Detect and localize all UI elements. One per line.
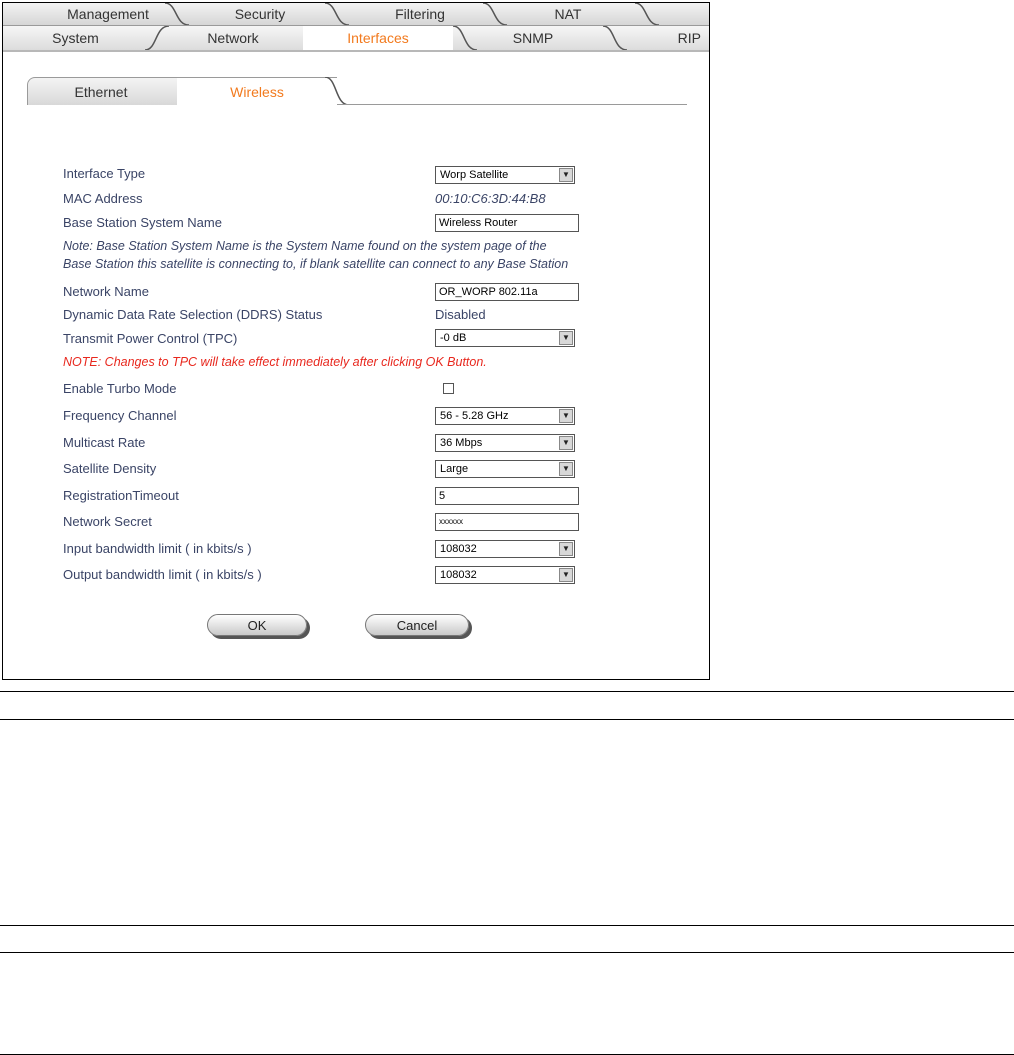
screenshot-frame bbox=[2, 2, 710, 680]
document-divider bbox=[0, 691, 1014, 692]
multicast-rate-label: Multicast Rate bbox=[63, 435, 146, 450]
tab-separator-icon bbox=[601, 26, 629, 50]
document-divider bbox=[0, 925, 1014, 926]
mac-address-value: 00:10:C6:3D:44:B8 bbox=[435, 191, 546, 206]
tab-label: Ethernet bbox=[74, 83, 128, 100]
select-value: 36 Mbps bbox=[440, 437, 483, 449]
chevron-down-icon[interactable]: ▼ bbox=[559, 462, 573, 476]
tab-wireless[interactable] bbox=[177, 77, 337, 105]
chevron-down-icon[interactable]: ▼ bbox=[559, 409, 573, 423]
note-line: Note: Base Station System Name is the System Name found on the system page of the bbox=[63, 239, 547, 253]
base-station-name-label: Base Station System Name bbox=[63, 215, 222, 230]
tab-label: Interfaces bbox=[347, 30, 409, 46]
tab-management[interactable] bbox=[33, 3, 183, 25]
output-bandwidth-select[interactable] bbox=[435, 566, 575, 584]
base-station-name-input[interactable]: Wireless Router bbox=[435, 214, 579, 232]
second-tab-bar bbox=[3, 26, 709, 52]
tpc-select[interactable] bbox=[435, 329, 575, 347]
turbo-mode-label: Enable Turbo Mode bbox=[63, 381, 177, 396]
registration-timeout-input[interactable]: 5 bbox=[435, 487, 579, 505]
input-bandwidth-label: Input bandwidth limit ( in kbits/s ) bbox=[63, 541, 252, 556]
tab-interfaces[interactable] bbox=[303, 26, 453, 50]
tab-separator-icon bbox=[633, 3, 661, 25]
select-value: Large bbox=[440, 463, 469, 475]
tpc-warning: NOTE: Changes to TPC will take effect immediately after clicking OK Button. bbox=[63, 355, 487, 369]
interface-type-select[interactable] bbox=[435, 166, 575, 184]
mac-address-label: MAC Address bbox=[63, 191, 143, 206]
tab-label: Security bbox=[234, 6, 286, 22]
output-bandwidth-label: Output bandwidth limit ( in kbits/s ) bbox=[63, 567, 262, 582]
select-value: -0 dB bbox=[440, 332, 467, 344]
top-tab-bar bbox=[3, 3, 709, 26]
document-divider bbox=[0, 952, 1014, 953]
select-value: 108032 bbox=[440, 543, 477, 555]
tab-system[interactable] bbox=[3, 26, 148, 50]
tab-filtering[interactable] bbox=[345, 3, 495, 25]
satellite-density-label: Satellite Density bbox=[63, 461, 157, 476]
tab-security[interactable] bbox=[185, 3, 335, 25]
chevron-down-icon[interactable]: ▼ bbox=[559, 436, 573, 450]
tab-label: RIP bbox=[677, 30, 701, 46]
tab-label: Filtering bbox=[395, 6, 445, 22]
tab-snmp[interactable] bbox=[473, 26, 593, 50]
satellite-density-select[interactable] bbox=[435, 460, 575, 478]
frequency-channel-select[interactable] bbox=[435, 407, 575, 425]
network-name-input[interactable]: OR_WORP 802.11a bbox=[435, 283, 579, 301]
chevron-down-icon[interactable]: ▼ bbox=[559, 168, 573, 182]
network-secret-input[interactable]: xxxxxx bbox=[435, 513, 579, 531]
ddrs-status-label: Dynamic Data Rate Selection (DDRS) Status bbox=[63, 307, 323, 322]
tab-label: Network bbox=[207, 30, 259, 46]
select-value: Worp Satellite bbox=[440, 169, 509, 181]
chevron-down-icon[interactable]: ▼ bbox=[559, 542, 573, 556]
network-secret-label: Network Secret bbox=[63, 514, 152, 529]
registration-timeout-label: RegistrationTimeout bbox=[63, 488, 179, 503]
document-divider bbox=[0, 719, 1014, 720]
turbo-mode-checkbox[interactable] bbox=[443, 383, 454, 394]
tab-label: Management bbox=[67, 6, 149, 22]
note-line: Base Station this satellite is connecting to, if blank satellite can connect to any Base Station bbox=[63, 257, 569, 271]
tab-separator-icon bbox=[323, 77, 351, 105]
tpc-label: Transmit Power Control (TPC) bbox=[63, 331, 238, 346]
select-value: 56 - 5.28 GHz bbox=[440, 410, 509, 422]
multicast-rate-select[interactable] bbox=[435, 434, 575, 452]
chevron-down-icon[interactable]: ▼ bbox=[559, 568, 573, 582]
tab-underline bbox=[337, 104, 687, 105]
interface-type-label: Interface Type bbox=[63, 166, 146, 181]
tab-label: NAT bbox=[554, 6, 582, 22]
tab-rip[interactable] bbox=[633, 26, 709, 50]
frequency-channel-label: Frequency Channel bbox=[63, 408, 177, 423]
tab-label: SNMP bbox=[512, 30, 554, 46]
sub-tab-bar bbox=[27, 77, 687, 105]
tab-network[interactable] bbox=[163, 26, 303, 50]
tab-label: System bbox=[52, 30, 99, 46]
ok-button[interactable]: OK bbox=[207, 614, 307, 636]
network-name-label: Network Name bbox=[63, 284, 149, 299]
base-station-note bbox=[63, 237, 683, 273]
tab-nat[interactable] bbox=[503, 3, 633, 25]
cancel-button[interactable]: Cancel bbox=[365, 614, 469, 636]
input-bandwidth-select[interactable] bbox=[435, 540, 575, 558]
tab-label: Wireless bbox=[230, 83, 284, 100]
tab-ethernet[interactable] bbox=[27, 77, 199, 105]
chevron-down-icon[interactable]: ▼ bbox=[559, 331, 573, 345]
ddrs-status-value: Disabled bbox=[435, 307, 486, 322]
select-value: 108032 bbox=[440, 569, 477, 581]
